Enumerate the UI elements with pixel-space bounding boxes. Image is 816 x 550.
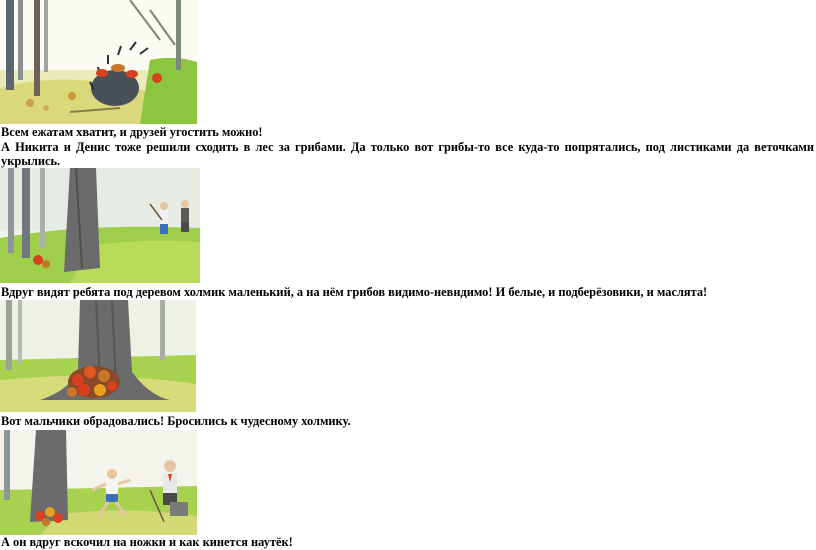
boys-in-forest-illustration	[0, 168, 200, 283]
hedgehog-with-mushrooms-illustration	[0, 0, 197, 124]
paragraph: А он вдруг вскочил на ножки и как кинется наутёк!	[1, 535, 293, 549]
paragraph: А Никита и Денис тоже решили сходить в лес за грибами. Да только вот грибы-то все куда-то попрятались, под листиками да веточками укрылись.	[1, 140, 814, 168]
mushroom-mound-under-tree-illustration	[0, 300, 196, 412]
paragraph: Всем ежатам хватит, и друзей угостить можно!	[1, 125, 263, 139]
paragraph: Вот мальчики обрадовались! Бросились к чудесному холмику.	[1, 414, 351, 428]
boys-running-to-mound-illustration	[0, 430, 197, 535]
paragraph: Вдруг видят ребята под деревом холмик маленький, а на нём грибов видимо-невидимо! И белые, и подберёзовики, и маслята!	[1, 285, 708, 299]
